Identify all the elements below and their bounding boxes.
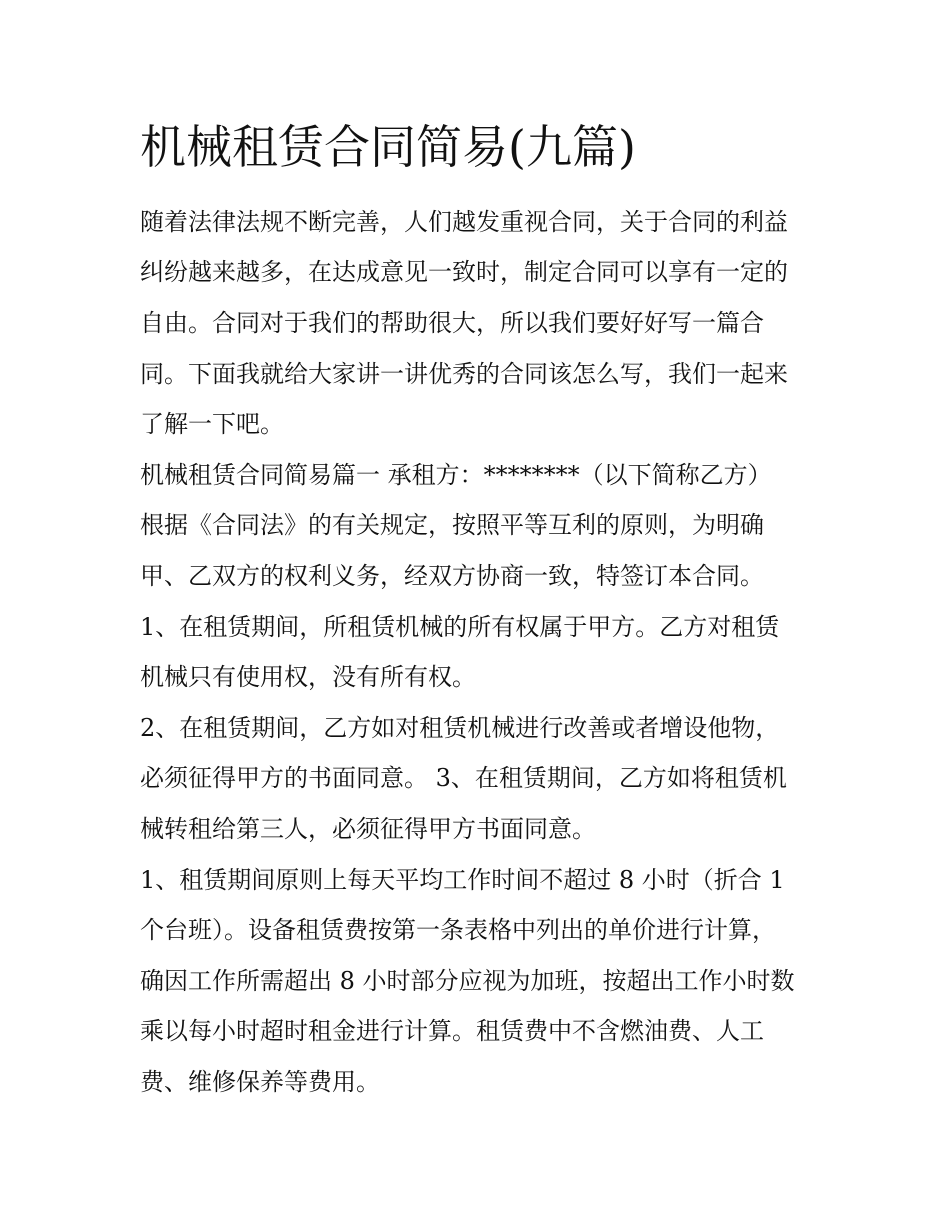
paragraph-line: 乘以每小时超时租金进行计算。租赁费中不含燃油费、人工: [140, 1017, 764, 1045]
paragraph-line: 个台班）。设备租赁费按第一条表格中列出的单价进行计算，: [140, 916, 776, 944]
paragraph-line: 费、维修保养等费用。: [140, 1068, 380, 1096]
paragraph-line: 必须征得甲方的书面同意。 3、在租赁期间，乙方如将租赁机: [140, 764, 787, 792]
paragraph-line: 同。下面我就给大家讲一讲优秀的合同该怎么写，我们一起来: [140, 360, 788, 388]
paragraph-line: 纠纷越来越多，在达成意见一致时，制定合同可以享有一定的: [140, 258, 788, 286]
paragraph-line: 甲、乙双方的权利义务，经双方协商一致，特签订本合同。: [140, 562, 764, 590]
paragraph-line: 械转租给第三人，必须征得甲方书面同意。: [140, 815, 596, 843]
paragraph-line: 1、租赁期间原则上每天平均工作时间不超过 8 小时（折合 1: [140, 866, 785, 894]
paragraph-line: 随着法律法规不断完善，人们越发重视合同，关于合同的利益: [140, 208, 788, 236]
paragraph-line: 了解一下吧。: [140, 410, 284, 438]
paragraph-line: 机械只有使用权，没有所有权。: [140, 663, 476, 691]
document-title: 机械租赁合同简易(九篇): [140, 120, 636, 174]
paragraph-line: 机械租赁合同简易篇一 承租方：********（以下简称乙方）: [140, 461, 772, 489]
paragraph-line: 自由。合同对于我们的帮助很大，所以我们要好好写一篇合: [140, 309, 764, 337]
paragraph-line: 根据《合同法》的有关规定，按照平等互利的原则，为明确: [140, 511, 764, 539]
paragraph-line: 2、在租赁期间，乙方如对租赁机械进行改善或者增设他物，: [140, 714, 780, 742]
paragraph-line: 确因工作所需超出 8 小时部分应视为加班，按超出工作小时数: [140, 967, 795, 995]
paragraph-line: 1、在租赁期间，所租赁机械的所有权属于甲方。乙方对租赁: [140, 613, 780, 641]
